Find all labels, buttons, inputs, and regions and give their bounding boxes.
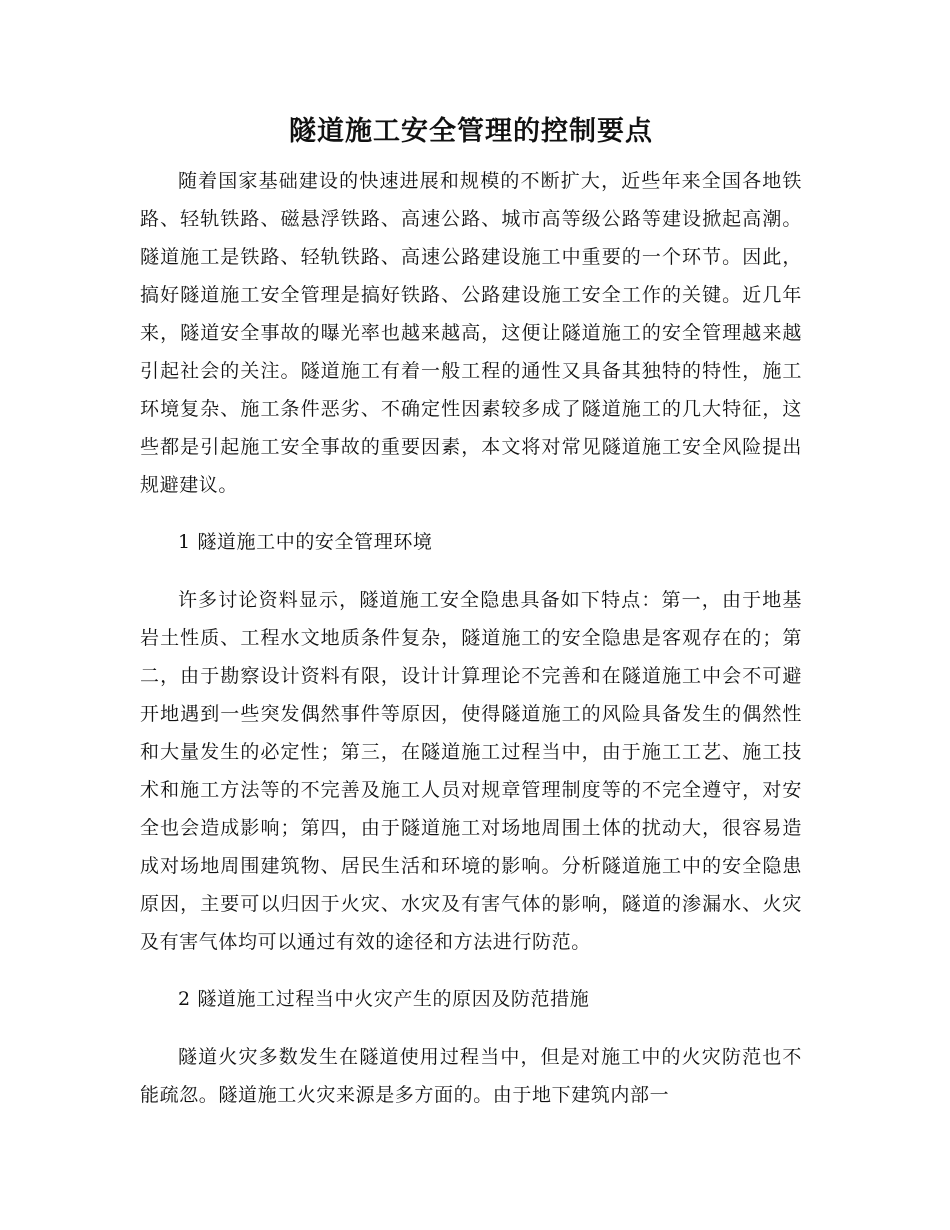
paragraph-section-2: 隧道火灾多数发生在隧道使用过程当中，但是对施工中的火灾防范也不能疏忽。隧道施工火灾来源是多方面的。由于地下建筑内部一 (140, 1046, 802, 1106)
paragraph-intro: 随着国家基础建设的快速进展和规模的不断扩大，近些年来全国各地铁路、轻轨铁路、磁悬浮铁路、高速公路、城市高等级公路等建设掀起高潮。隧道施工是铁路、轻轨铁路、高速公路建设施工中重要的一个环节。因此，搞好隧道施工安全管理是搞好铁路、公路建设施工安全工作的关键。近几年来，隧道安全事故的曝光率也越来越高，这便让隧道施工的安全管理越来越引起社会的关注。隧道施工有着一般工程的通性又具备其独特的特性，施工环境复杂、施工条件恶劣、不确定性因素较多成了隧道施工的几大特征，这些都是引起施工安全事故的重要因素，本文将对常见隧道施工安全风险提出规避建议。 (140, 170, 802, 496)
section-heading-1: 1 隧道施工中的安全管理环境 (178, 531, 433, 553)
section-heading-2: 2 隧道施工过程当中火灾产生的原因及防范措施 (178, 988, 590, 1010)
document-title: 隧道施工安全管理的控制要点 (289, 116, 653, 147)
document-page (140, 112, 802, 1114)
paragraph-section-1: 许多讨论资料显示，隧道施工安全隐患具备如下特点：第一，由于地基岩土性质、工程水文地质条件复杂，隧道施工的安全隐患是客观存在的；第二，由于勘察设计资料有限，设计计算理论不完善和在隧道施工中会不可避开地遇到一些突发偶然事件等原因，使得隧道施工的风险具备发生的偶然性和大量发生的必定性；第三，在隧道施工过程当中，由于施工工艺、施工技术和施工方法等的不完善及施工人员对规章管理制度等的不完全遵守，对安全也会造成影响；第四，由于隧道施工对场地周围土体的扰动大，很容易造成对场地周围建筑物、居民生活和环境的影响。分析隧道施工中的安全隐患原因，主要可以归因于火灾、水灾及有害气体的影响，隧道的渗漏水、火灾及有害气体均可以通过有效的途径和方法进行防范。 (140, 589, 802, 953)
